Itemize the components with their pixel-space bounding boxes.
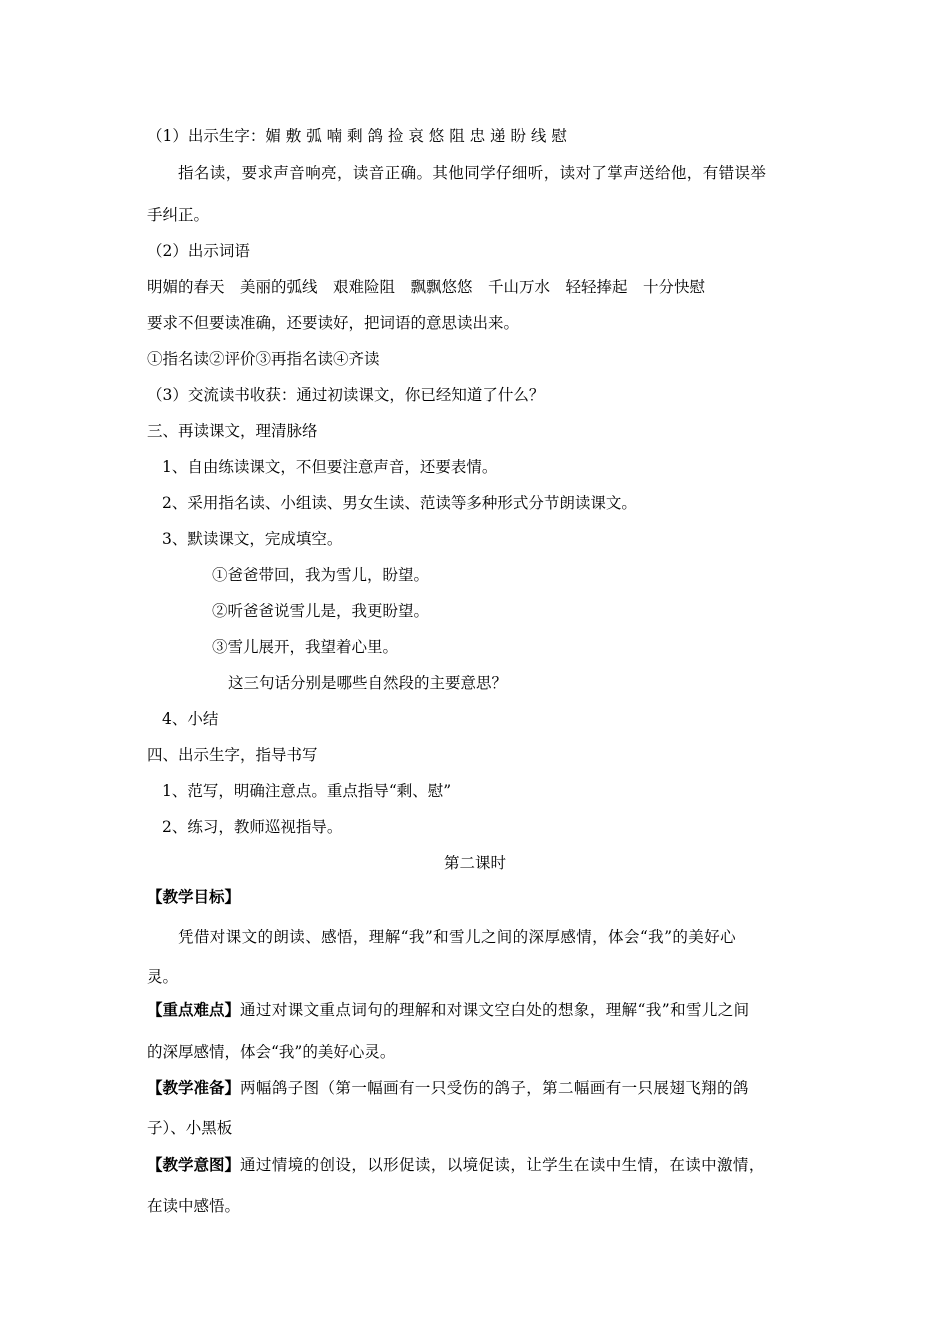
text-line-preparation-cont: 子）、小黑板 — [147, 1119, 233, 1137]
text-line-key-points-cont: 的深厚感情，体会“我”的美好心灵。 — [147, 1043, 396, 1061]
text-line-writing-2: 2、练习，教师巡视指导。 — [162, 818, 343, 836]
intention-text: 通过情境的创设，以形促读，以境促读，让学生在读中生情，在读中激情， — [240, 1156, 765, 1174]
text-line-preparation — [147, 1077, 749, 1099]
text-line-goals: 凭借对课文的朗读、感悟，理解“我”和雪儿之间的深厚感情，体会“我”的美好心 — [178, 928, 736, 946]
heading-teaching-goals: 【教学目标】 — [147, 887, 241, 906]
text-line-fill-blank-1: ①爸爸带回，我为雪儿，盼望。 — [212, 566, 430, 584]
text-line-goals-cont: 灵。 — [147, 968, 179, 986]
text-line-writing-1: 1、范写，明确注意点。重点指导“剩、慰” — [162, 782, 452, 800]
text-line-read-instruction: 指名读，要求声音响亮，读音正确。其他同学仔细听，读对了掌声送给他，有错误举 — [178, 164, 767, 182]
text-line-key-points — [147, 999, 750, 1021]
text-line-step-1: 1、自由练读课文，不但要注意声音，还要表情。 — [162, 458, 498, 476]
text-line-word-list: 明媚的春天 美丽的弧线 艰难险阻 飘飘悠悠 千山万水 轻轻捧起 十分快慰 — [147, 278, 706, 296]
text-line-show-words: （2）出示词语 — [147, 242, 250, 260]
section-heading-three: 三、再读课文，理清脉络 — [147, 422, 318, 440]
text-line-share-gains: （3）交流读书收获：通过初读课文，你已经知道了什么？ — [147, 386, 545, 404]
preparation-text: 两幅鸽子图（第一幅画有一只受伤的鸽子，第二幅画有一只展翅飞翔的鸽 — [240, 1079, 749, 1097]
lesson-title-second: 第二课时 — [443, 854, 506, 872]
label-intention: 【教学意图】 — [147, 1155, 241, 1174]
text-line-read-instruction-cont: 手纠正。 — [147, 206, 210, 224]
text-line-step-3: 3、默读课文，完成填空。 — [162, 530, 343, 548]
text-line-new-characters: （1）出示生字：媚 敷 弧 喃 剩 鸽 捡 哀 悠 阻 忠 递 盼 线 慰 — [147, 127, 567, 145]
text-line-question: 这三句话分别是哪些自然段的主要意思？ — [228, 674, 508, 692]
text-line-step-2: 2、采用指名读、小组读、男女生读、范读等多种形式分节朗读课文。 — [162, 494, 637, 512]
text-line-intention-cont: 在读中感悟。 — [147, 1197, 241, 1215]
text-line-fill-blank-3: ③雪儿展开，我望着心里。 — [212, 638, 399, 656]
text-line-reading-steps: ①指名读②评价③再指名读④齐读 — [147, 350, 380, 368]
text-line-fill-blank-2: ②听爸爸说雪儿是，我更盼望。 — [212, 602, 430, 620]
text-line-intention — [147, 1154, 765, 1176]
key-points-text: 通过对课文重点词句的理解和对课文空白处的想象，理解“我”和雪儿之间 — [240, 1001, 750, 1019]
text-line-word-requirement: 要求不但要读准确，还要读好，把词语的意思读出来。 — [147, 314, 520, 332]
label-preparation: 【教学准备】 — [147, 1078, 241, 1097]
label-key-points: 【重点难点】 — [147, 1000, 241, 1019]
text-line-step-4: 4、小结 — [162, 710, 219, 728]
section-heading-four: 四、出示生字，指导书写 — [147, 746, 318, 764]
